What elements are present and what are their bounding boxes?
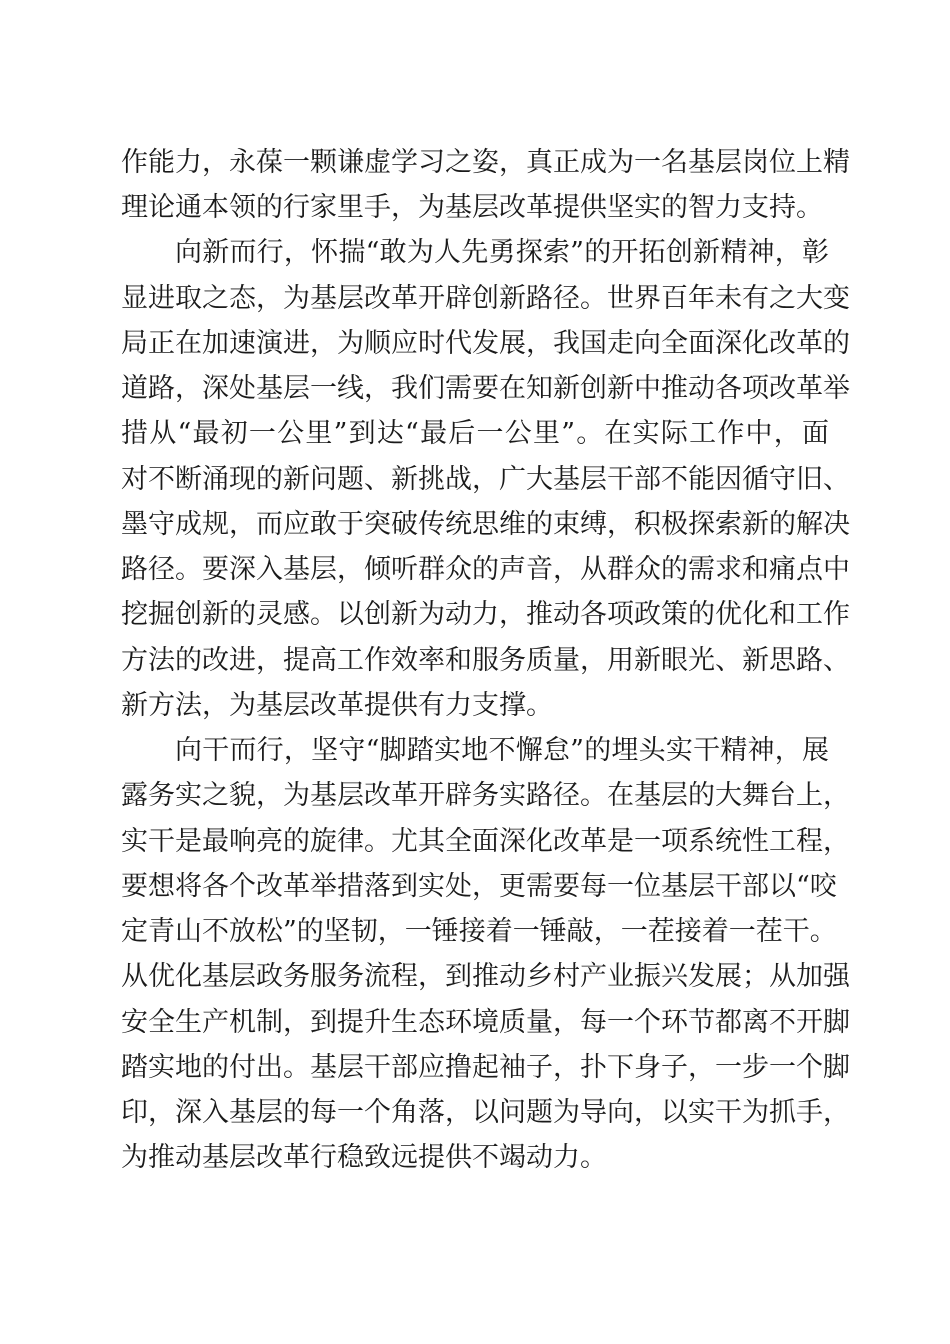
text-line: 方法的改进，提高工作效率和服务质量，用新眼光、新思路、 bbox=[121, 645, 850, 676]
text-line: 向新而行，怀揣“敢为人先勇探索”的开拓创新精神，彰 bbox=[175, 237, 829, 268]
text-line: 对不断涌现的新问题、新挑战，广大基层干部不能因循守旧、 bbox=[121, 464, 850, 495]
text-line: 挖掘创新的灵感。以创新为动力，推动各项政策的优化和工作 bbox=[121, 599, 850, 630]
text-line: 实干是最响亮的旋律。尤其全面深化改革是一项系统性工程， bbox=[121, 826, 850, 857]
text-line: 路径。要深入基层，倾听群众的声音，从群众的需求和痛点中 bbox=[121, 554, 850, 585]
text-line: 措从“最初一公里”到达“最后一公里”。在实际工作中，面 bbox=[121, 418, 829, 449]
text-line: 墨守成规，而应敢于突破传统思维的束缚，积极探索新的解决 bbox=[121, 509, 850, 540]
text-line: 作能力，永葆一颗谦虚学习之姿，真正成为一名基层岗位上精 bbox=[121, 147, 850, 178]
text-line: 局正在加速演进，为顺应时代发展，我国走向全面深化改革的 bbox=[121, 328, 850, 359]
text-line: 印，深入基层的每一个角落，以问题为导向，以实干为抓手， bbox=[121, 1097, 850, 1128]
text-line: 道路，深处基层一线，我们需要在知新创新中推动各项改革举 bbox=[121, 373, 850, 404]
text-line: 显进取之态，为基层改革开辟创新路径。世界百年未有之大变 bbox=[121, 283, 850, 314]
text-line: 向干而行，坚守“脚踏实地不懈怠”的埋头实干精神，展 bbox=[175, 735, 829, 766]
text-line: 定青山不放松”的坚韧，一锤接着一锤敲，一茬接着一茬干。 bbox=[121, 916, 837, 947]
text-line: 理论通本领的行家里手，为基层改革提供坚实的智力支持。 bbox=[121, 192, 823, 223]
text-line: 要想将各个改革举措落到实处，更需要每一位基层干部以“咬 bbox=[121, 871, 837, 902]
text-line: 为推动基层改革行稳致远提供不竭动力。 bbox=[121, 1142, 607, 1173]
text-line: 安全生产机制，到提升生态环境质量，每一个环节都离不开脚 bbox=[121, 1007, 850, 1038]
text-line: 踏实地的付出。基层干部应撸起袖子，扑下身子，一步一个脚 bbox=[121, 1052, 850, 1083]
text-line: 从优化基层政务服务流程，到推动乡村产业振兴发展；从加强 bbox=[121, 961, 850, 992]
text-line: 露务实之貌，为基层改革开辟务实路径。在基层的大舞台上， bbox=[121, 780, 850, 811]
text-line: 新方法，为基层改革提供有力支撑。 bbox=[121, 690, 553, 721]
